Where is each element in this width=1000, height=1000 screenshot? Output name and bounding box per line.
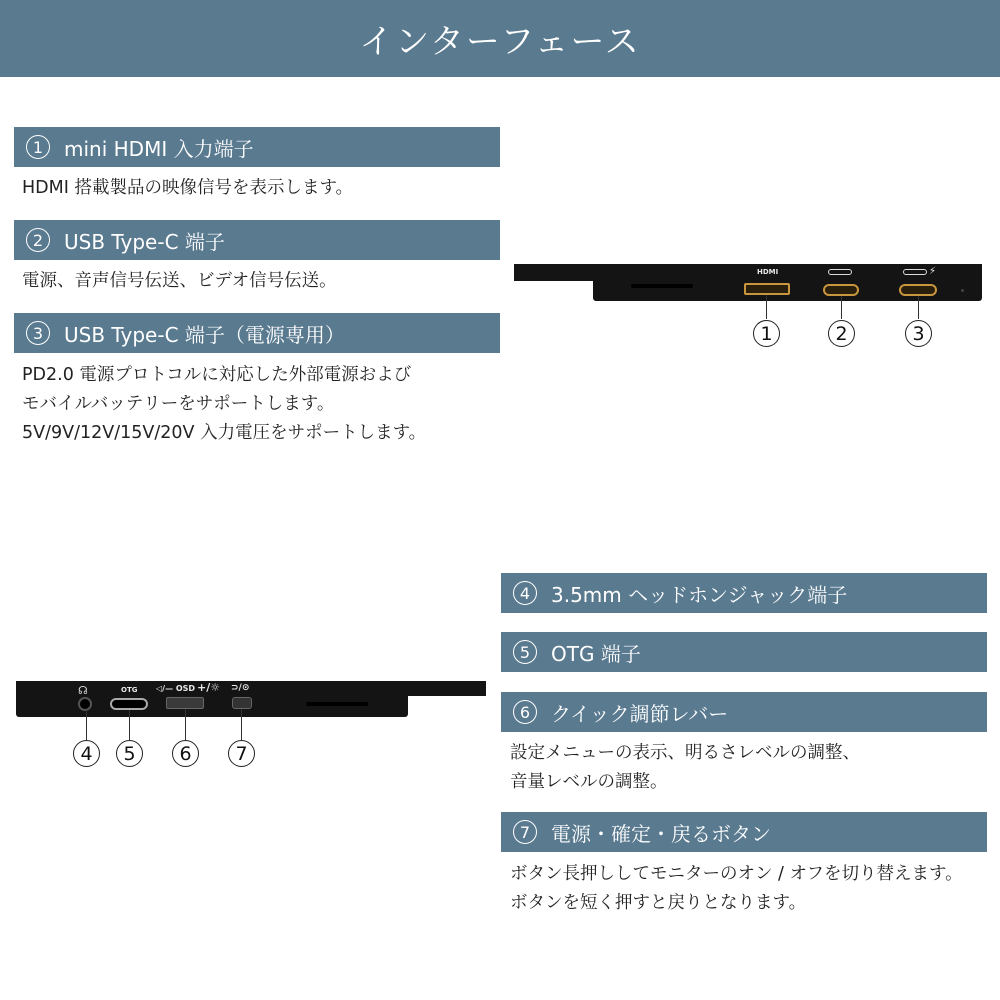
- description-line: 設定メニューの表示、明るさレベルの調整、: [510, 743, 860, 763]
- number-badge: 1: [26, 135, 50, 159]
- headphone-jack: [78, 697, 92, 711]
- section-title: 3.5mm ヘッドホンジャック端子: [551, 582, 848, 607]
- description-line: モバイルバッテリーをサポートします。: [22, 394, 335, 414]
- number-badge: 2: [26, 228, 50, 252]
- section-title: USB Type-C 端子: [64, 229, 225, 254]
- number-badge: 5: [513, 640, 537, 664]
- quick-adjust-lever: [166, 697, 204, 709]
- usb-c-icon: [828, 269, 852, 275]
- leader-line: [766, 295, 767, 319]
- section-title: USB Type-C 端子（電源専用）: [64, 322, 345, 347]
- power-button-label: ⊃/⊙: [231, 683, 250, 693]
- brightness-label: +/☼: [197, 681, 221, 694]
- callout-7: 7: [228, 740, 255, 767]
- callout-4: 4: [73, 740, 100, 767]
- section-title: mini HDMI 入力端子: [64, 136, 254, 161]
- section-description-2: [22, 267, 337, 296]
- section-description-6: [510, 739, 860, 797]
- hdmi-port: [744, 283, 790, 295]
- lightning-icon: ⚡: [929, 266, 937, 277]
- leader-line: [185, 709, 186, 740]
- description-line: 電源、音声信号伝送、ビデオ信号伝送。: [22, 271, 337, 291]
- vent-slot: [306, 702, 368, 706]
- usb-c-port: [823, 284, 859, 296]
- section-bar-6: [501, 692, 987, 732]
- section-title: OTG 端子: [551, 641, 641, 666]
- vent-slot: [631, 284, 693, 288]
- otg-usb-c-port: [110, 698, 148, 710]
- callout-6: 6: [172, 740, 199, 767]
- description-line: ボタンを短く押すと戻りとなります。: [510, 893, 807, 913]
- section-title: クイック調節レバー: [551, 701, 729, 726]
- hdmi-label: HDMI: [757, 268, 779, 276]
- callout-2: 2: [828, 320, 855, 347]
- description-line: 音量レベルの調整。: [510, 772, 668, 792]
- section-bar-4: [501, 573, 987, 613]
- usb-c-power-port: [899, 284, 937, 296]
- section-title: 電源・確定・戻るボタン: [551, 821, 771, 846]
- section-description-3: [22, 361, 426, 448]
- callout-3: 3: [905, 320, 932, 347]
- section-description-7: [510, 860, 963, 918]
- description-line: ボタン長押ししてモニターのオン / オフを切り替えます。: [510, 864, 963, 884]
- number-badge: 6: [513, 700, 537, 724]
- number-badge: 7: [513, 820, 537, 844]
- page-title: インターフェース: [359, 22, 641, 62]
- description-line: 5V/9V/12V/15V/20V 入力電圧をサポートします。: [22, 423, 427, 443]
- indicator-dot: [961, 289, 964, 292]
- page-header: [0, 0, 1000, 77]
- usb-c-icon: [903, 269, 927, 275]
- number-badge: 3: [26, 321, 50, 345]
- section-description-1: [22, 174, 353, 203]
- leader-line: [841, 296, 842, 319]
- callout-1: 1: [753, 320, 780, 347]
- section-bar-7: [501, 812, 987, 852]
- leader-line: [241, 709, 242, 740]
- description-line: HDMI 搭載製品の映像信号を表示します。: [22, 178, 354, 198]
- power-button: [232, 697, 252, 709]
- leader-line: [129, 710, 130, 740]
- leader-line: [918, 296, 919, 319]
- headphone-icon: ☊: [78, 684, 88, 697]
- callout-5: 5: [116, 740, 143, 767]
- lever-label: ◁/— OSD: [156, 684, 196, 693]
- otg-label: OTG: [121, 686, 138, 694]
- section-bar-3: [14, 313, 500, 353]
- section-bar-2: [14, 220, 500, 260]
- section-bar-1: [14, 127, 500, 167]
- section-bar-5: [501, 632, 987, 672]
- leader-line: [86, 710, 87, 740]
- number-badge: 4: [513, 581, 537, 605]
- description-line: PD2.0 電源プロトコルに対応した外部電源および: [22, 365, 412, 385]
